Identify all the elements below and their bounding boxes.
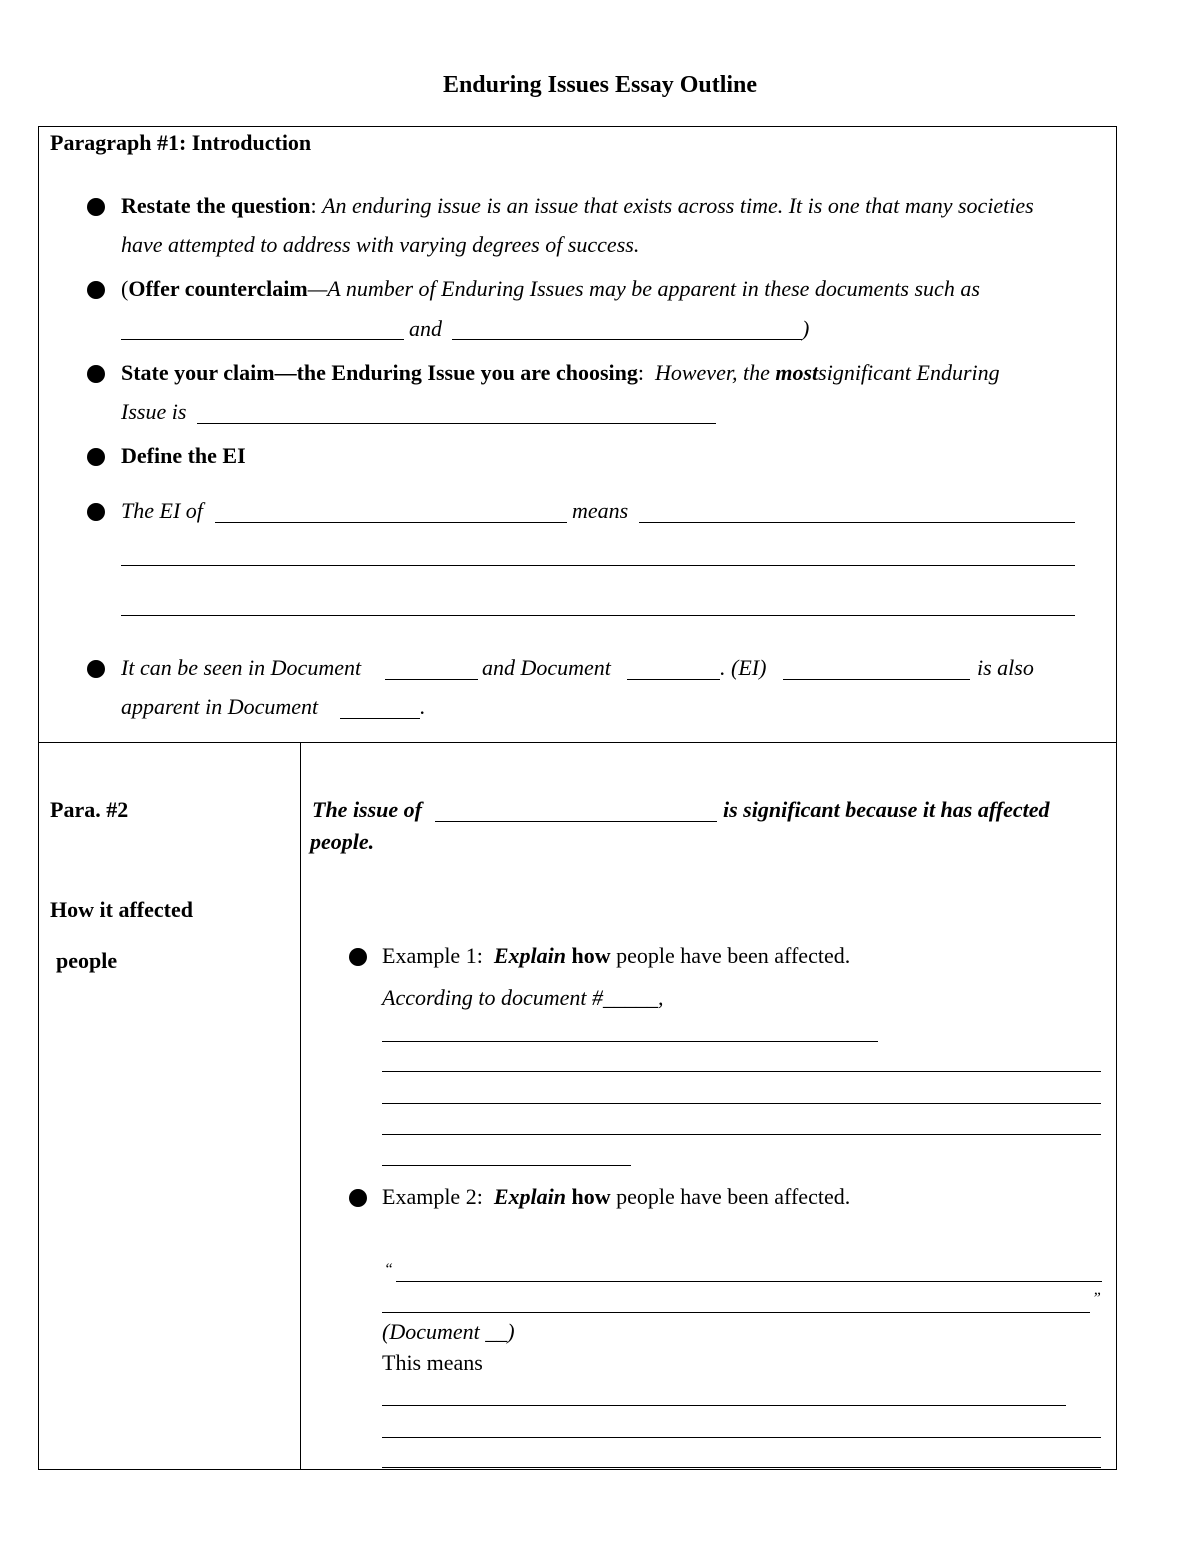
- how-label: how: [571, 1184, 611, 1209]
- restate-label: Restate the question: [121, 193, 311, 218]
- ei-blank[interactable]: [783, 679, 970, 680]
- claim-text-1: However, the: [654, 360, 770, 385]
- restate-colon: :: [310, 193, 323, 218]
- document-blank[interactable]: [627, 679, 720, 680]
- definition-line[interactable]: [121, 615, 1075, 616]
- bullet-icon: [87, 198, 105, 216]
- close-quote: ”: [1092, 1290, 1101, 1307]
- example-2-line: [382, 1184, 850, 1210]
- answer-line[interactable]: [382, 1405, 1066, 1406]
- counter-text-1: —A number of Enduring Issues may be apparent in these documents such as: [307, 276, 980, 301]
- claim-label: State your claim—the Enduring Issue you are choosing: [121, 360, 638, 385]
- means-blank[interactable]: [639, 522, 1075, 523]
- table-divider-vertical: [300, 742, 301, 1470]
- define-label: Define the EI: [121, 443, 246, 468]
- counter-label: Offer counterclaim: [128, 276, 308, 301]
- answer-line[interactable]: [382, 1165, 631, 1166]
- answer-line[interactable]: [382, 1134, 1101, 1135]
- ei-blank[interactable]: [215, 522, 567, 523]
- answer-line[interactable]: [382, 1467, 1101, 1468]
- open-quote: “: [384, 1261, 393, 1278]
- issue-people: people.: [310, 829, 375, 854]
- how-label: how: [571, 943, 611, 968]
- counter-blank-2[interactable]: [452, 339, 802, 340]
- claim-blank[interactable]: [197, 423, 716, 424]
- page-title: Enduring Issues Essay Outline: [442, 72, 758, 98]
- seen-text-1: It can be seen in Document: [121, 655, 362, 680]
- claim-line-1: [121, 360, 1000, 386]
- definition-line[interactable]: [121, 565, 1075, 566]
- restate-text-2: have attempted to address with varying degrees of success.: [121, 232, 640, 257]
- according-text: According to document #_____,: [382, 985, 664, 1010]
- claim-most: most: [775, 360, 819, 385]
- seen-ei: . (EI): [720, 655, 767, 680]
- example-1-label: Example 1:: [382, 943, 483, 968]
- seen-text-2: apparent in Document: [121, 694, 319, 719]
- document-cite: (Document __): [382, 1319, 515, 1344]
- seen-and: and Document: [482, 655, 611, 680]
- ei-of: The EI of: [121, 498, 203, 523]
- counter-blank-1[interactable]: [121, 339, 404, 340]
- claim-colon: :: [637, 360, 644, 385]
- quote-line[interactable]: [382, 1312, 1090, 1313]
- bullet-icon: [87, 503, 105, 521]
- intro-heading: Paragraph #1: Introduction: [50, 130, 312, 155]
- affected-text: people have been affected.: [616, 1184, 851, 1209]
- issue-blank[interactable]: [435, 821, 717, 822]
- affected-text: people have been affected.: [616, 943, 851, 968]
- bullet-icon: [349, 1189, 367, 1207]
- explain-label: Explain: [493, 1184, 566, 1209]
- answer-line[interactable]: [382, 1437, 1101, 1438]
- counter-close: ): [802, 316, 810, 341]
- bullet-icon: [87, 365, 105, 383]
- para2-how-2: people: [56, 948, 118, 973]
- counter-open: (: [121, 276, 129, 301]
- example-2-label: Example 2:: [382, 1184, 483, 1209]
- explain-label: Explain: [493, 943, 566, 968]
- seen-period: .: [420, 694, 426, 719]
- bullet-icon: [87, 448, 105, 466]
- document-blank[interactable]: [385, 679, 478, 680]
- counter-line-1: [121, 276, 980, 302]
- document-blank[interactable]: [340, 718, 420, 719]
- restate-text-1: An enduring issue is an issue that exists across time. It is one that many societies: [322, 193, 1034, 218]
- table-divider-horizontal: [38, 742, 1117, 743]
- para2-how-1: How it affected: [50, 897, 193, 922]
- this-means: This means: [382, 1350, 483, 1375]
- quote-line[interactable]: [396, 1281, 1102, 1282]
- counter-and: and: [409, 316, 442, 341]
- claim-text-2: significant Enduring: [818, 360, 1000, 385]
- para2-label: Para. #2: [50, 797, 129, 822]
- ei-means: means: [572, 498, 629, 523]
- bullet-icon: [87, 660, 105, 678]
- answer-line[interactable]: [382, 1103, 1101, 1104]
- answer-line[interactable]: [382, 1071, 1101, 1072]
- answer-line[interactable]: [382, 1041, 878, 1042]
- issue-significant: is significant because it has affected: [723, 797, 1050, 822]
- restate-line-1: [121, 193, 1034, 219]
- bullet-icon: [349, 948, 367, 966]
- claim-issue-is: Issue is: [121, 399, 187, 424]
- bullet-icon: [87, 281, 105, 299]
- example-1-line: [382, 943, 850, 969]
- issue-of: The issue of: [312, 797, 422, 822]
- seen-also: is also: [977, 655, 1034, 680]
